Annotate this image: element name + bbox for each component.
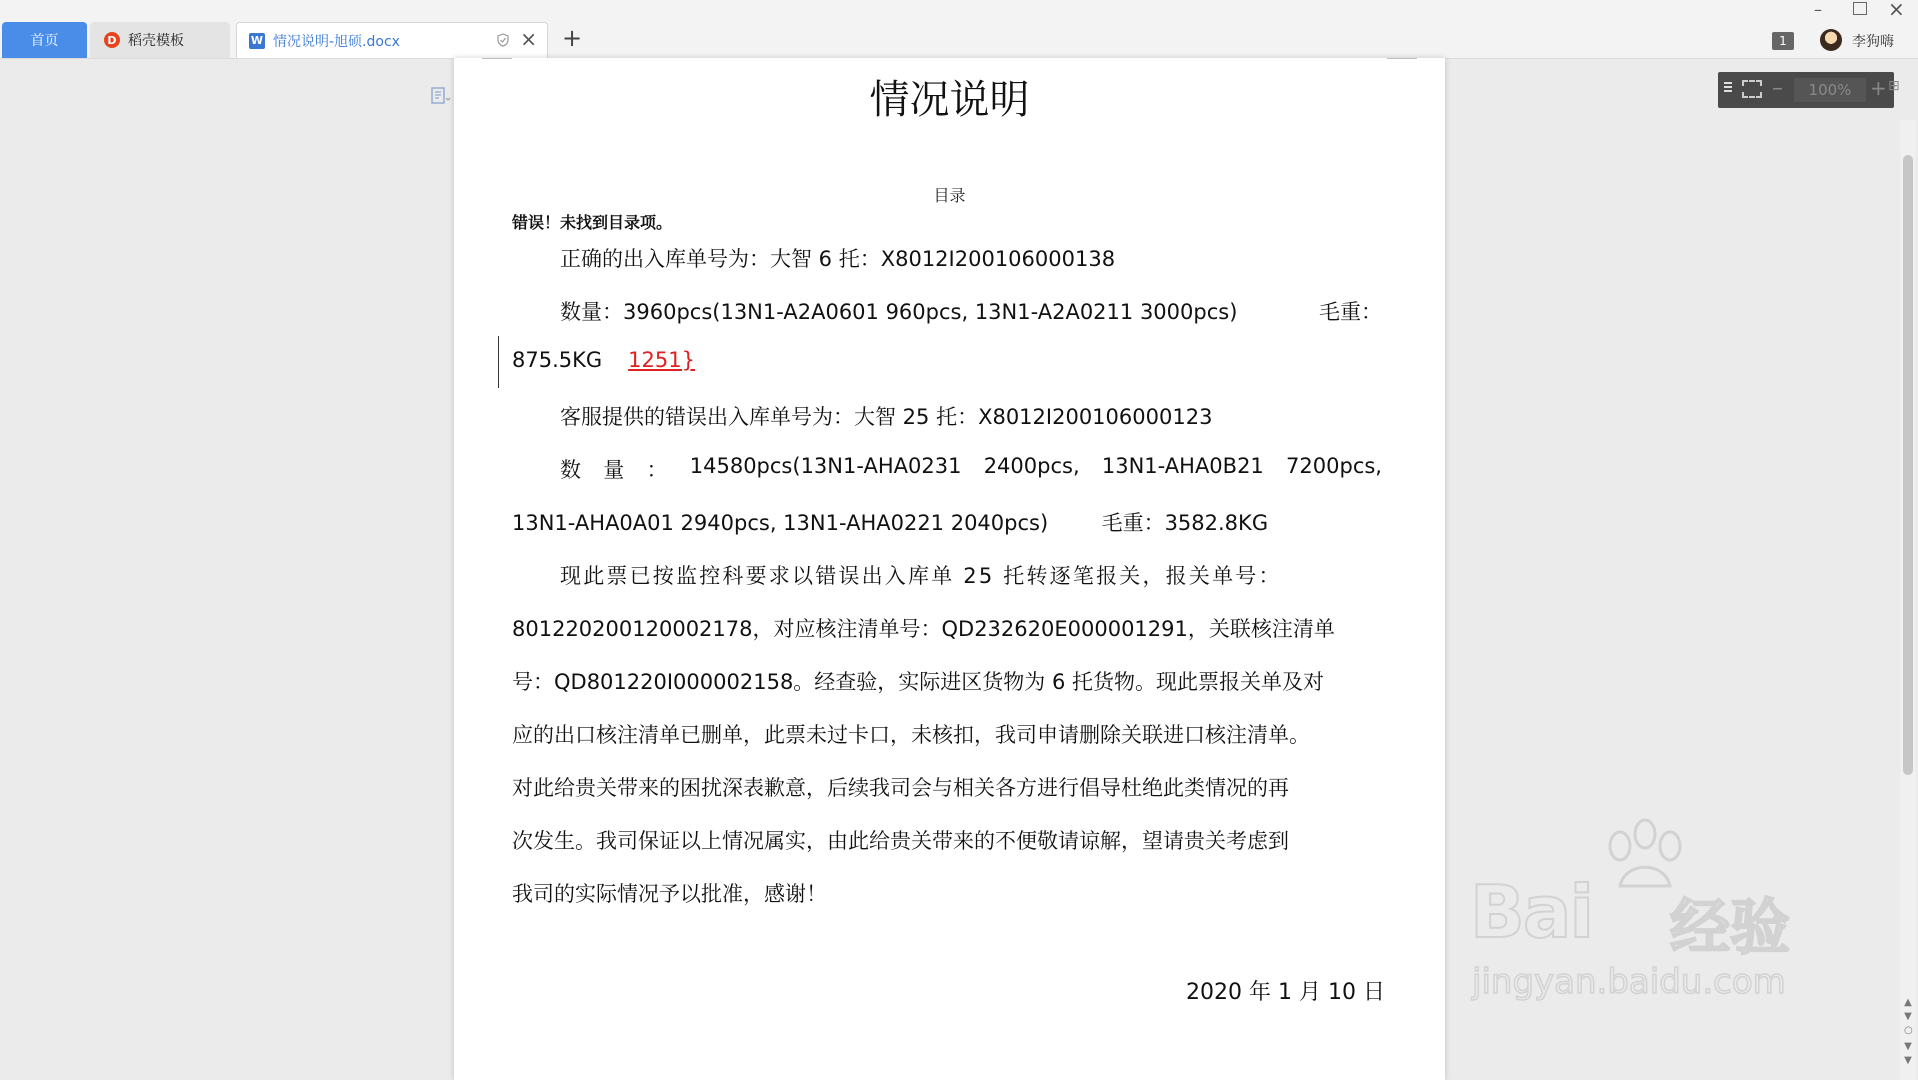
word: ： (646, 458, 668, 482)
zoom-toolbar (1718, 72, 1900, 108)
menu-icon[interactable] (1724, 82, 1732, 84)
doc-paragraph-line: 现此票已按监控科要求以错误出入库单 25 托转逐笔报关，报关单号： (560, 564, 1282, 588)
doc-paragraph-line: 客服提供的错误出入库单号为：大智 25 托：X8012I200106000123 (560, 405, 1213, 429)
tab-document[interactable] (236, 22, 548, 58)
tab-bar (0, 0, 1918, 59)
shield-icon[interactable] (497, 33, 509, 47)
watermark-brand-cn: 经验 (1670, 893, 1790, 963)
fit-page-icon[interactable] (1742, 80, 1762, 98)
tracked-change-text[interactable]: 1251} (628, 348, 695, 372)
doc-paragraph-line: 正确的出入库单号为：大智 6 托：X8012I200106000138 (560, 247, 1116, 271)
pin-icon[interactable]: ⊞ (1888, 78, 1900, 94)
toc-heading: 目录 (933, 186, 966, 205)
wps-writer-icon: W (250, 34, 264, 47)
new-tab-button[interactable]: + (562, 24, 583, 52)
vertical-scrollbar[interactable] (1900, 120, 1916, 1080)
select-browse-object-icon[interactable]: ○ (1904, 1025, 1913, 1036)
maximize-button[interactable] (1853, 2, 1867, 15)
watermark-brand: Bai (1470, 870, 1593, 954)
zoom-in-button[interactable]: + (1870, 76, 1887, 100)
close-tab-icon[interactable]: × (520, 27, 537, 51)
baidu-jingyan-watermark (1470, 870, 1830, 1070)
next-page-icon[interactable]: ▼ (1904, 1041, 1912, 1052)
daoke-logo-icon: D (104, 32, 120, 48)
word: 数 (560, 458, 581, 482)
scroll-up-page-icon[interactable]: ▲ (1904, 997, 1912, 1008)
doc-paragraph-line: 号：QD801220I000002158。经查验，实际进区货物为 6 托货物。现此票报关单及对 (512, 670, 1325, 694)
navigation-pane-icon[interactable] (430, 86, 452, 106)
watermark-url: jingyan.baidu.com (1472, 962, 1786, 1002)
doc-paragraph-line: 次发生。我司保证以上情况属实，由此给贵关带来的不便敬请谅解，望请贵关考虑到 (512, 829, 1289, 853)
document-title: 情况说明 (869, 77, 1030, 123)
doc-paragraph-line: 13N1-AHA0A01 2940pcs, 13N1-AHA0221 2040pcs) 毛重：3582.8KG (512, 511, 1269, 535)
tab-daoke-templates[interactable] (90, 22, 230, 58)
word: 7200pcs, (1286, 454, 1382, 478)
close-window-button[interactable]: × (1888, 0, 1905, 21)
word: 2400pcs, (983, 454, 1080, 478)
toc-error-text: 错误！未找到目录项。 (512, 213, 673, 232)
text-cursor (498, 336, 499, 388)
weight-value: 875.5KG (512, 348, 603, 372)
word: 13N1-AHA0B21 (1101, 454, 1264, 478)
doc-paragraph-line: 我司的实际情况予以批准，感谢！ (512, 882, 827, 906)
scroll-down-page-icon[interactable]: ▼ (1904, 1011, 1912, 1022)
tab-daoke-label: 稻壳模板 (128, 33, 184, 49)
tab-document-label: 情况说明-旭硕.docx (273, 33, 400, 50)
doc-paragraph-line (512, 348, 1382, 372)
user-name[interactable]: 李狗嗨 (1852, 34, 1894, 50)
minimize-button[interactable]: – (1814, 0, 1822, 19)
document-date: 2020 年 1 月 10 日 (1186, 980, 1385, 1005)
tab-home[interactable] (2, 22, 87, 58)
qty-text: 数量：3960pcs(13N1-A2A0601 960pcs, 13N1-A2A0211 3000pcs) (560, 300, 1238, 324)
page-corner-mark (482, 58, 512, 59)
window-count-badge[interactable]: 1 (1772, 32, 1794, 50)
doc-paragraph-line: 对此给贵关带来的困扰深表歉意，后续我司会与相关各方进行倡导杜绝此类情况的再 (512, 776, 1289, 800)
page-corner-mark (1387, 58, 1417, 59)
word: 14580pcs(13N1-AHA0231 (689, 454, 962, 478)
document-page[interactable] (454, 58, 1445, 1080)
weight-label: 毛重： (1319, 300, 1382, 324)
doc-paragraph-line (512, 454, 1382, 484)
word: 量 (603, 458, 625, 482)
tab-home-label: 首页 (30, 33, 59, 49)
doc-paragraph-line (512, 296, 1382, 326)
last-page-icon[interactable]: ▼ (1904, 1055, 1912, 1066)
zoom-value[interactable]: 100% (1794, 78, 1866, 102)
scrollbar-thumb[interactable] (1903, 155, 1913, 775)
doc-paragraph-line: 801220200120002178，对应核注清单号：QD232620E000001291，关联核注清单 (512, 617, 1335, 641)
zoom-out-button[interactable]: – (1772, 76, 1783, 101)
user-avatar[interactable] (1820, 29, 1842, 51)
doc-paragraph-line: 应的出口核注清单已删单，此票未过卡口，未核扣，我司申请删除关联进口核注清单。 (512, 723, 1310, 747)
